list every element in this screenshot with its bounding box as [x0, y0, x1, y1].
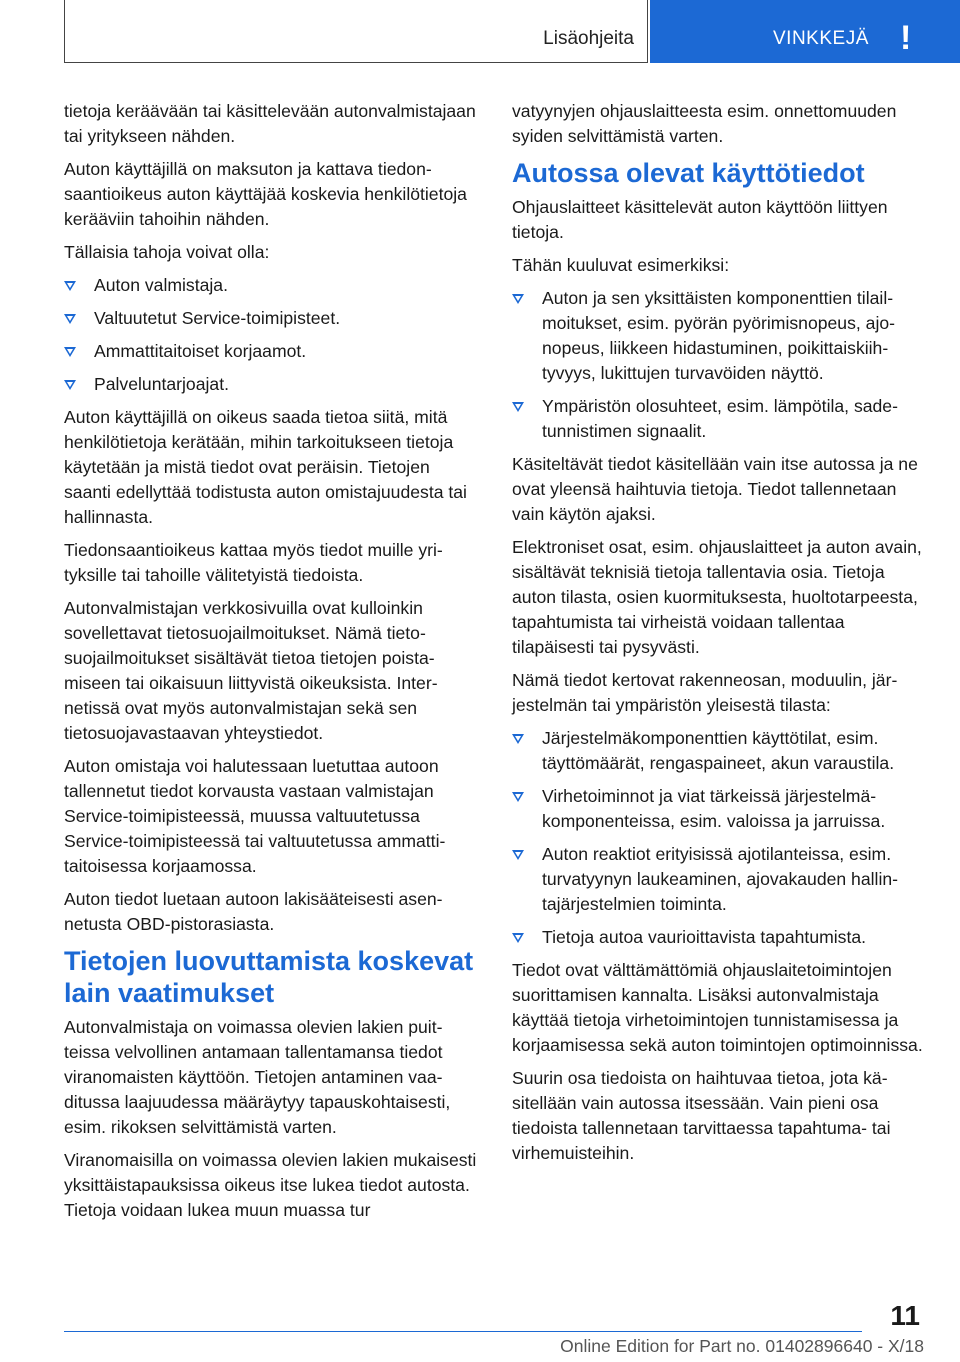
triangle-bullet-icon	[512, 792, 524, 802]
paragraph: tietoja keräävään tai käsittelevään autonvalmistajaan tai yritykseen nähden.	[64, 101, 476, 146]
paragraph: Autonvalmistaja on voimassa olevien lakien puitteissa velvollinen antamaan tallentamansa tiedot viranomaisten käyttöön. Tietojen antaminen vaaditussa laajuudessa määräytyy tapauskohtaisesti, esim. rikoksen selvittämistä varten.	[64, 1017, 451, 1137]
list-item: Valtuutetut Service-toimipisteet.	[64, 306, 478, 331]
chapter-title: VINKKEJÄ	[773, 28, 869, 49]
triangle-bullet-icon	[64, 347, 76, 357]
triangle-bullet-icon	[512, 850, 524, 860]
list-item: Ammattitaitoiset korjaamot.	[64, 339, 478, 364]
list-item: Auton reaktiot erityisissä ajotilanteissa, esim. turvatyynyn laukeaminen, ajovakauden hallintajärjestelmien toiminta.	[512, 842, 930, 917]
paragraph: vatyynyjen ohjauslaitteesta esim. onnettomuuden syiden selvittämistä varten.	[512, 101, 897, 146]
paragraph: Elektroniset osat, esim. ohjauslaitteet ja auton avain, sisältävät teknisiä tietoja tallentavia osia. Tietoja auton tilasta, osien kuormituksesta, huoltotarpeesta, tapahtumista tai virheistä voidaan tallentaa tilapäisesti tai pysyvästi.	[512, 537, 922, 657]
paragraph: Tiedot ovat välttämättömiä ohjauslaitetoimintojen suorittamisen kannalta. Lisäksi autonvalmistaja käyttää tietoja virhetoimintojen tunnistamisessa ja korjaamisessa sekä auton toimintojen optimoinnissa.	[512, 960, 923, 1055]
paragraph: Tähän kuuluvat esimerkiksi:	[512, 255, 730, 275]
paragraph: Nämä tiedot kertovat rakenneosan, moduulin, järjestelmän tai ympäristön yleisestä tilasta:	[512, 670, 898, 715]
triangle-bullet-icon	[64, 380, 76, 390]
footer-divider	[64, 1331, 862, 1332]
exclamation-icon: !	[900, 19, 912, 57]
paragraph: Tällaisia tahoja voivat olla:	[64, 242, 270, 262]
triangle-bullet-icon	[64, 314, 76, 324]
triangle-bullet-icon	[64, 281, 76, 291]
triangle-bullet-icon	[512, 294, 524, 304]
list-item: Palveluntarjoajat.	[64, 372, 478, 397]
triangle-bullet-icon	[512, 402, 524, 412]
paragraph: Auton tiedot luetaan autoon lakisääteisesti asennetusta OBD-pistorasiasta.	[64, 889, 443, 934]
section-heading: Autossa olevat käyttötiedot	[512, 158, 865, 188]
bullet-list	[512, 286, 930, 444]
section-heading: Tietojen luovuttamista koskevat lain vaatimukset	[64, 946, 474, 1008]
section-title: Lisäohjeita	[543, 28, 634, 49]
list-item: Järjestelmäkomponenttien käyttötilat, esim. täyttömäärät, rengaspaineet, akun varaustila.	[512, 726, 930, 776]
paragraph: Auton omistaja voi halutessaan luetuttaa autoon tallennetut tiedot korvausta vastaan valmistajan Service-toimipisteessä, muussa valtuutetussa Service-toimipisteessä tai valtuutetussa ammattitaitoisessa korjaamossa.	[64, 756, 446, 876]
page-header	[0, 0, 960, 66]
page-number: 11	[890, 1300, 920, 1331]
list-item: Tietoja autoa vaurioittavista tapahtumista.	[512, 925, 930, 950]
paragraph: Tiedonsaantioikeus kattaa myös tiedot muille yrityksille tai tahoille välitetyistä tiedoista.	[64, 540, 443, 585]
list-item: Virhetoiminnot ja viat tärkeissä järjestelmäkomponenteissa, esim. valoissa ja jarruissa.	[512, 784, 930, 834]
right-column	[512, 99, 930, 1174]
bullet-list	[512, 726, 930, 950]
paragraph: Auton käyttäjillä on maksuton ja kattava tiedonsaantioikeus auton käyttäjää koskevia henkilötietoja kerääviin tahoihin nähden.	[64, 159, 467, 229]
list-item: Auton valmistaja.	[64, 273, 478, 298]
list-item: Ympäristön olosuhteet, esim. lämpötila, sadetunnistimen signaalit.	[512, 394, 930, 444]
list-item: Auton ja sen yksittäisten komponenttien tilailmoitukset, esim. pyörän pyörimisnopeus, ajonopeus, liikkeen hidastuminen, poikittaiskiihtyvyys, lukittujen turvavöiden näyttö.	[512, 286, 930, 386]
paragraph: Ohjauslaitteet käsittelevät auton käyttöön liittyen tietoja.	[512, 197, 888, 242]
edition-footer: Online Edition for Part no. 01402896640 - X/18	[560, 1336, 924, 1356]
triangle-bullet-icon	[512, 734, 524, 744]
paragraph: Autonvalmistajan verkkosivuilla ovat kulloinkin sovellettavat tietosuojailmoitukset. Nämä tietosuojailmoitukset sisältävät tietoa tietojen poistamiseen tai oikaisuun liittyvistä oikeuksista. Internetissä ovat myös autonvalmistajan sekä sen tietosuojavastaavan yhteystiedot.	[64, 598, 438, 743]
chapter-tab	[650, 0, 960, 63]
left-column	[64, 99, 478, 1231]
bullet-list	[64, 273, 478, 397]
paragraph: Käsiteltävät tiedot käsitellään vain itse autossa ja ne ovat yleensä haihtuvia tietoja. Tiedot tallennetaan vain käytön ajaksi.	[512, 454, 918, 524]
triangle-bullet-icon	[512, 933, 524, 943]
paragraph: Viranomaisilla on voimassa olevien lakien mukaisesti yksittäistapauksissa oikeus itse lukea tiedot autosta. Tietoja voidaan lukea muun muassa tur	[64, 1150, 477, 1220]
paragraph: Suurin osa tiedoista on haihtuvaa tietoa, jota käsitellään vain autossa itsessään. Vain pieni osa tiedoista tallennetaan tarvittaessa tapahtuma- tai virhemuisteihin.	[512, 1068, 891, 1163]
paragraph: Auton käyttäjillä on oikeus saada tietoa siitä, mitä henkilötietoja kerätään, mihin tarkoitukseen tietoja käytetään ja mistä tiedot ovat peräisin. Tietojen saanti edellyttää todistusta auton omistajuudesta tai hallinnasta.	[64, 407, 467, 527]
